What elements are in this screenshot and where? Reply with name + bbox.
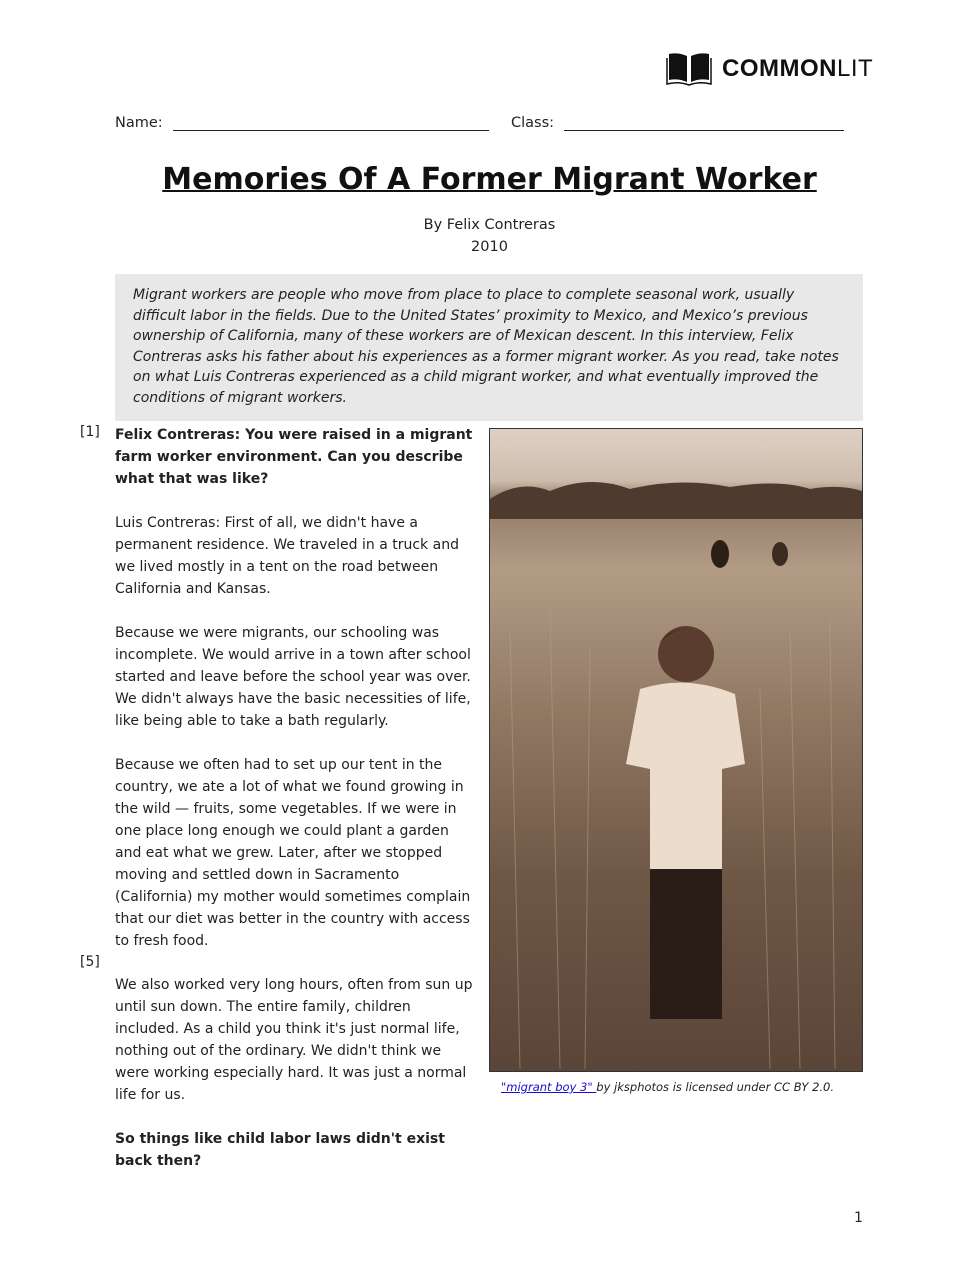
name-label: Name: (115, 115, 163, 131)
image-license-text: by jksphotos is licensed under CC BY 2.0. (596, 1080, 835, 1094)
paragraph-number: [5] (80, 954, 100, 970)
page-number: 1 (854, 1210, 863, 1226)
article-body (115, 424, 479, 1194)
name-line[interactable] (173, 114, 489, 131)
answer-paragraph: Because we were migrants, our schooling was incomplete. We would arrive in a town after school started and leave before the school year was over. We didn't always have the basic necessities of life, like being able to take a bath regularly. (115, 625, 471, 729)
image-caption (501, 1080, 834, 1094)
logo-text-bold: COMMON (722, 55, 837, 82)
migrant-boy-photo (489, 428, 863, 1072)
year: 2010 (471, 239, 508, 255)
image-source-link[interactable]: "migrant boy 3" (501, 1080, 597, 1094)
logo-text-light: LIT (836, 55, 874, 82)
answer-paragraph: Because we often had to set up our tent in the country, we ate a lot of what we found growing in the wild — fruits, some vegetables. If we were in one place long enough we could plant a garden and eat what we grew. Later, after we stopped moving and settled down in Sacramento (California) my mother would sometimes complain that our diet was better in the country with access to fresh food. (115, 757, 471, 949)
photo-illustration (490, 429, 862, 1071)
class-field[interactable] (511, 114, 844, 131)
author: By Felix Contreras (423, 217, 556, 233)
answer-paragraph: We also worked very long hours, often from sun up until sun down. The entire family, children included. As a child you think it's just normal life, nothing out of the ordinary. We didn't think we were working especially hard. It was just a normal life for us. (115, 977, 473, 1103)
intro-box: Migrant workers are people who move from place to place to complete seasonal work, usually difficult labor in the fields. Due to the United States’ proximity to Mexico, and Mexico’s previous ownership of California, many of these workers are of Mexican descent. In this interview, Felix Contreras asks his father about his experiences as a former migrant worker. As you read, take notes on what Luis Contreras experienced as a child migrant worker, and what eventually improved the conditions of migrant workers. (115, 274, 863, 421)
commonlit-logo (666, 52, 873, 86)
name-field[interactable] (115, 114, 489, 131)
class-line[interactable] (564, 114, 844, 131)
answer-paragraph: Luis Contreras: First of all, we didn't have a permanent residence. We traveled in a truck and we lived mostly in a tent on the road between California and Kansas. (115, 515, 459, 597)
question: So things like child labor laws didn't exist back then? (115, 1131, 445, 1169)
question: Felix Contreras: You were raised in a migrant farm worker environment. Can you describe what that was like? (115, 427, 473, 487)
paragraph-number: [1] (80, 424, 100, 440)
byline (0, 214, 979, 258)
open-book-icon (666, 52, 712, 86)
class-label: Class: (511, 115, 555, 131)
page-title: Memories Of A Former Migrant Worker (162, 162, 817, 197)
